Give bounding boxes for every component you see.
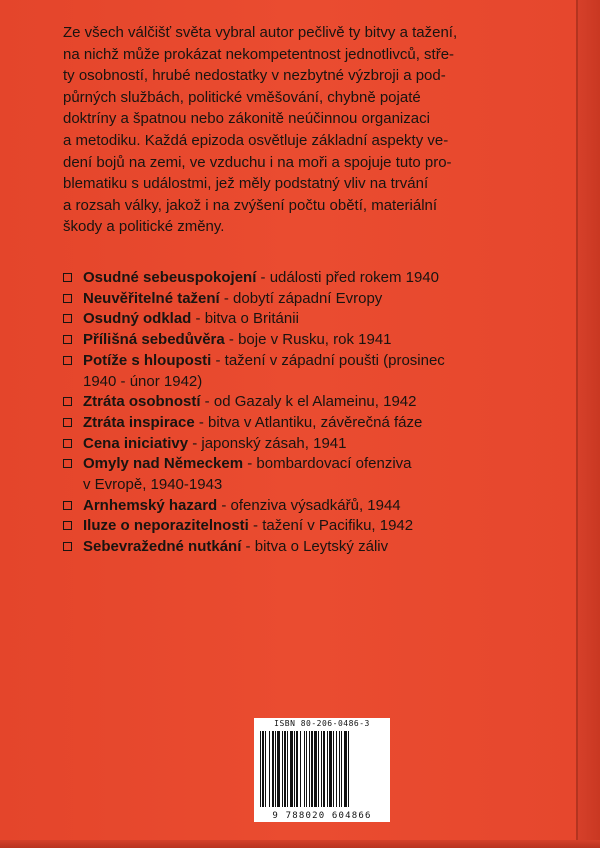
barcode-bars [260,731,384,807]
chapter-item [63,516,543,537]
checkbox-icon [63,356,72,365]
chapter-description: - bitva v Atlantiku, závěrečná fáze [194,413,423,431]
chapter-title: Ztráta inspirace [83,413,195,431]
chapter-title: Cena iniciativy [83,434,189,452]
blurb-line: na nichž může prokázat nekompetentnost jednotlivců, stře- [63,45,455,63]
chapter-item [63,392,543,413]
chapter-title: Ztráta osobností [83,393,201,411]
blurb-line: a rozsah války, jakož i na zvýšení počtu obětí, materiální [63,196,438,214]
chapter-title: Potíže s hlouposti [83,351,212,369]
chapter-item [63,454,543,495]
barcode-bar [311,731,313,807]
checkbox-icon [63,542,72,551]
checkbox-icon [63,439,72,448]
chapter-item [63,351,543,392]
barcode-bar [306,731,307,807]
chapter-description-cont: 1940 - únor 1942) [83,372,203,390]
barcode-bar [294,731,295,807]
blurb-line: škody a politické změny. [63,218,225,236]
checkbox-icon [63,521,72,530]
chapter-description-cont: v Evropě, 1940-1943 [83,476,223,494]
chapter-item [63,268,543,289]
chapter-title: Sebevražedné nutkání [83,538,242,556]
blurb-line: blematiku s událostmi, jež měly podstatný vliv na trvání [63,175,429,193]
chapter-list [63,268,543,558]
barcode-bar [269,731,270,807]
barcode-bar [348,731,349,807]
barcode-bar [277,731,280,807]
blurb-line: Ze všech válčišť světa vybral autor pečlivě ty bitvy a tažení, [63,24,458,41]
blurb-text [63,22,533,238]
chapter-description: - tažení v Pacifiku, 1942 [248,517,414,535]
chapter-description: - ofenziva výsadkářů, 1944 [217,496,401,514]
barcode-bar [339,731,340,807]
chapter-item [63,309,543,330]
barcode-bar [318,731,319,807]
chapter-description: - tažení v západní poušti (prosinec [211,351,445,369]
barcode-bar [329,731,332,807]
chapter-title: Osudný odklad [83,310,192,328]
chapter-title: Omyly nad Německem [83,455,244,473]
barcode-bar [265,731,266,807]
chapter-title: Přílišná sebedůvěra [83,331,225,349]
chapter-title: Neuvěřitelné tažení [83,289,220,307]
chapter-description: - japonský zásah, 1941 [188,434,347,452]
barcode-bar [333,731,334,807]
chapter-description: - události před rokem 1940 [256,269,439,286]
cover-right-edge [578,0,600,848]
checkbox-icon [63,335,72,344]
checkbox-icon [63,294,72,303]
blurb-line: a metodiku. Každá epizoda osvětluje základní aspekty ve- [63,131,449,149]
barcode-bar [323,731,325,807]
chapter-description: - bitva o Británii [191,310,299,328]
chapter-title: Osudné sebeuspokojení [83,269,257,286]
chapter-item [63,537,543,558]
chapter-title: Iluze o neporazitelnosti [83,517,249,535]
barcode-bar [304,731,305,807]
barcode-digits: 9 788020 604866 [272,811,372,821]
spine-hinge [576,0,578,848]
chapter-description: - bombardovací ofenziva [243,455,412,473]
barcode-bar [284,731,286,807]
chapter-item [63,413,543,434]
chapter-title: Arnhemský hazard [83,496,218,514]
checkbox-icon [63,459,72,468]
checkbox-icon [63,501,72,510]
barcode-bar [260,731,261,807]
isbn-barcode [254,718,390,822]
chapter-description: - od Gazaly k el Alameinu, 1942 [200,393,417,411]
blurb-line: půrných službách, politické vměšování, chybně pojaté [63,88,421,106]
blurb-line: dení bojů na zemi, ve vzduchu i na moři a spojuje tuto pro- [63,153,452,171]
barcode-bar [272,731,274,807]
barcode-bar [282,731,283,807]
isbn-label: ISBN 80-206-0486-3 [274,719,370,728]
barcode-bar [344,731,347,807]
barcode-bar [314,731,317,807]
chapter-item [63,434,543,455]
blurb-line: ty osobností, hrubé nedostatky v nezbytné výzbroji a pod- [63,67,446,85]
chapter-description: - boje v Rusku, rok 1941 [224,331,392,349]
blurb-line: doktríny a špatnou nebo zákonitě neúčinnou organizaci [63,110,430,128]
chapter-item [63,289,543,310]
barcode-bar [300,731,301,807]
barcode-bar [290,731,293,807]
chapter-item [63,496,543,517]
barcode-bar [327,731,328,807]
barcode-bar [309,731,310,807]
chapter-item [63,330,543,351]
cover-bottom-edge [0,840,600,848]
barcode-bar [287,731,288,807]
checkbox-icon [63,397,72,406]
barcode-bar [296,731,298,807]
checkbox-icon [63,418,72,427]
barcode-bar [262,731,264,807]
checkbox-icon [63,314,72,323]
chapter-description: - dobytí západní Evropy [219,289,383,307]
checkbox-icon [63,273,72,282]
barcode-bar [321,731,322,807]
chapter-description: - bitva o Leytský záliv [241,538,389,556]
barcode-bar [275,731,276,807]
barcode-bar [341,731,342,807]
barcode-bar [336,731,337,807]
